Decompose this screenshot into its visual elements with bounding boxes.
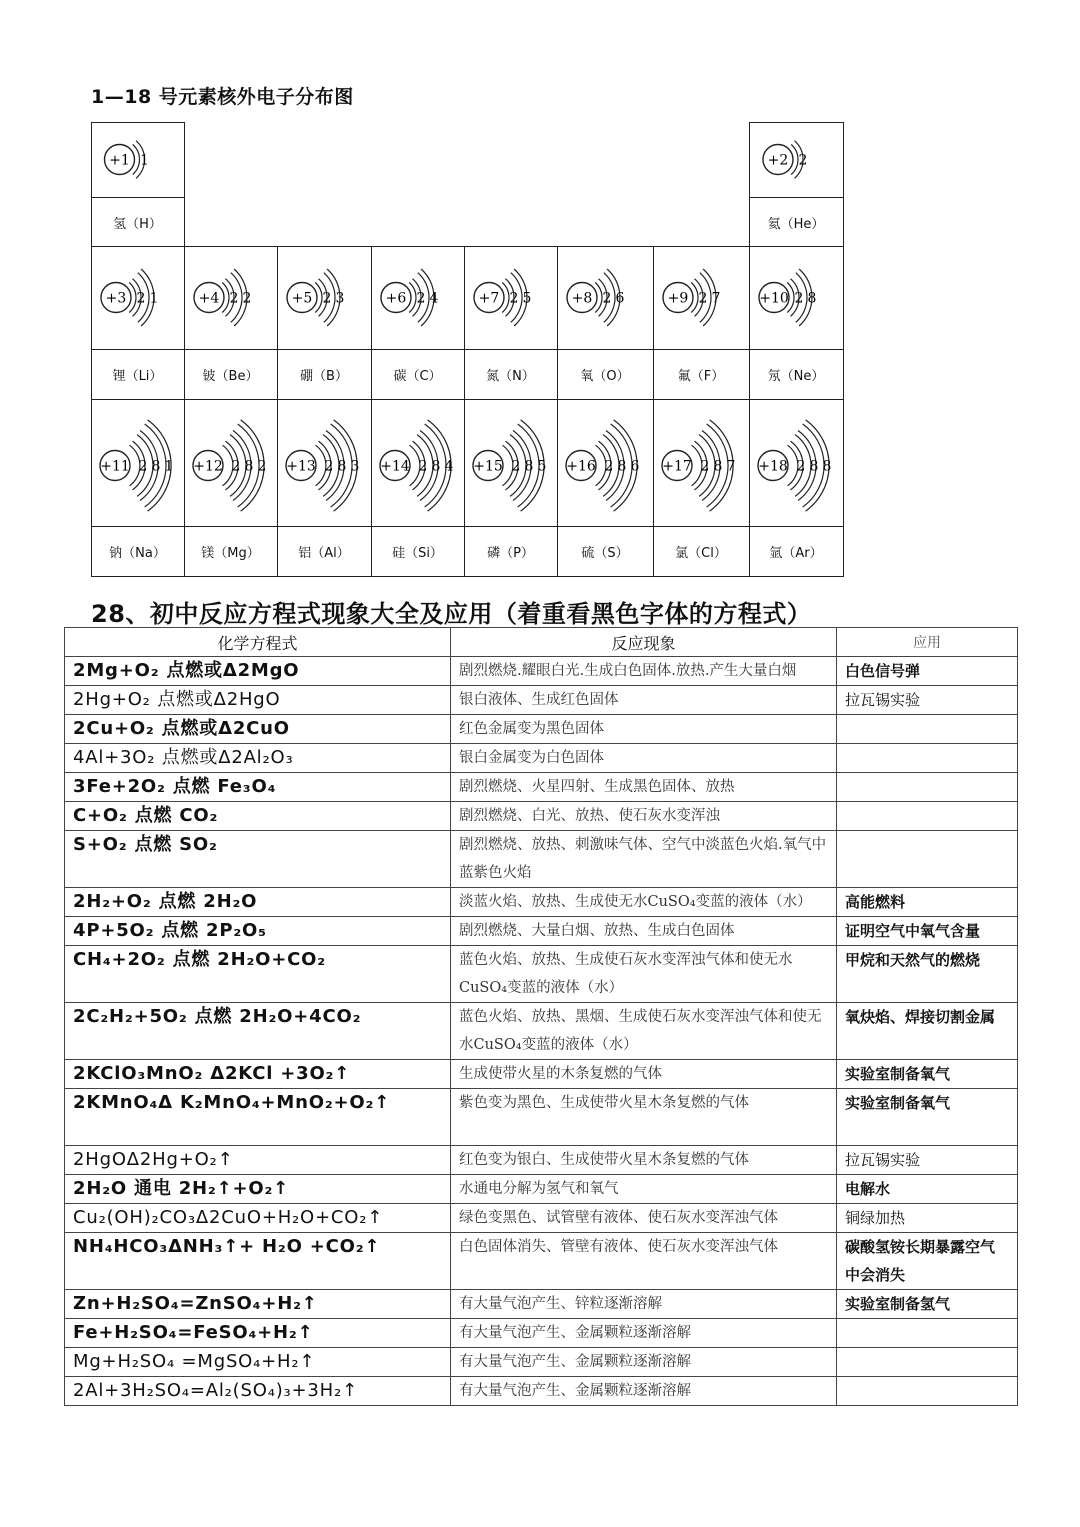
shell-electron-count: 2: [698, 290, 708, 307]
phenomenon-cell: 剧烈燃烧、放热、刺激味气体、空气中淡蓝色火焰.氧气中蓝紫色火焰: [451, 831, 837, 888]
application-cell: [837, 802, 1018, 831]
equation-cell: 2H₂+O₂ 点燃 2H₂O: [65, 888, 451, 917]
atom-diagram: [749, 246, 843, 349]
equation-cell: 2KClO₃MnO₂ Δ2KCl +3O₂↑: [65, 1060, 451, 1089]
phenomenon-cell: 银白金属变为白色固体: [451, 744, 837, 773]
equation-cell: Cu₂(OH)₂CO₃Δ2CuO+H₂O+CO₂↑: [65, 1204, 451, 1233]
atom-diagram: [91, 399, 184, 526]
shell-electron-count: 2: [231, 458, 241, 475]
atom-diagram: [277, 399, 371, 526]
element-name: 锂（Li）: [112, 369, 163, 384]
phenomenon-cell: 绿色变黑色、试管壁有液体、使石灰水变浑浊气体: [451, 1204, 837, 1233]
cell-divider: [371, 526, 465, 527]
nucleus-charge: +14: [380, 458, 410, 475]
table-row: [65, 888, 1018, 917]
element-name: 氦（He）: [767, 216, 825, 232]
electron-shell-arc: [129, 283, 136, 313]
cell-divider: [277, 349, 372, 350]
application-cell: [837, 1348, 1018, 1377]
atom-diagram: [91, 246, 184, 349]
electron-shell-arc: [691, 283, 698, 313]
shell-electron-count: 2: [798, 152, 808, 169]
shell-electron-count: 5: [537, 458, 547, 475]
shell-electron-count: 2: [136, 290, 146, 307]
application-cell: 拉瓦锡实验: [837, 1146, 1018, 1175]
shell-electron-count: 6: [630, 458, 640, 475]
element-name: 硅（Si）: [392, 546, 443, 561]
cell-divider: [91, 526, 185, 527]
cell-divider: [557, 349, 654, 350]
cell-divider: [184, 349, 278, 350]
atom-diagram: [91, 122, 184, 197]
shell-electron-count: 2: [242, 290, 252, 307]
phenomenon-cell: 剧烈燃烧、白光、放热、使石灰水变浑浊: [451, 802, 837, 831]
shell-electron-count: 2: [604, 458, 614, 475]
phenomenon-cell: 剧烈燃烧.耀眼白光.生成白色固体.放热.产生大量白烟: [451, 657, 837, 686]
shell-electron-count: 8: [807, 290, 817, 307]
atom-diagram: [557, 246, 653, 349]
nucleus-charge: +2: [767, 152, 789, 169]
cell-divider: [91, 197, 185, 198]
atom-diagram: [184, 399, 277, 526]
application-cell: 氧炔焰、焊接切割金属: [837, 1003, 1018, 1060]
nucleus-charge: +9: [667, 290, 689, 307]
application-cell: 实验室制备氧气: [837, 1089, 1018, 1146]
equation-cell: 2C₂H₂+5O₂ 点燃 2H₂O+4CO₂: [65, 1003, 451, 1060]
equation-cell: 2Mg+O₂ 点燃或Δ2MgO: [65, 657, 451, 686]
table-row: [65, 1146, 1018, 1175]
nucleus-charge: +6: [385, 290, 407, 307]
shell-electron-count: 5: [522, 290, 532, 307]
cell-divider: [653, 526, 750, 527]
table-header-row: [65, 628, 1018, 657]
table-row: [65, 715, 1018, 744]
shell-electron-count: 8: [822, 458, 832, 475]
application-cell: [837, 773, 1018, 802]
cell-divider: [464, 349, 558, 350]
shell-electron-count: 8: [151, 458, 161, 475]
shell-electron-count: 1: [140, 152, 149, 169]
nucleus-charge: +7: [478, 290, 500, 307]
cell-divider: [464, 526, 558, 527]
shell-electron-count: 2: [229, 290, 239, 307]
shell-electron-count: 4: [429, 290, 439, 307]
cell-divider: [653, 349, 750, 350]
shell-electron-count: 2: [509, 290, 519, 307]
atom-diagram: [371, 246, 464, 349]
shell-electron-count: 2: [796, 458, 806, 475]
reactions-table: [64, 627, 1018, 1406]
atom-diagram: [653, 246, 749, 349]
shell-electron-count: 2: [257, 458, 267, 475]
element-name: 铝（Al）: [298, 546, 350, 561]
shell-electron-count: 8: [809, 458, 819, 475]
shell-electron-count: 6: [615, 290, 625, 307]
shell-electron-count: 8: [713, 458, 723, 475]
equation-cell: 2Cu+O₂ 点燃或Δ2CuO: [65, 715, 451, 744]
shell-electron-count: 8: [617, 458, 627, 475]
reactions-title: 28、初中反应方程式现象大全及应用（着重看黑色字体的方程式）: [91, 600, 812, 628]
cell-divider: [749, 349, 844, 350]
nucleus-charge: +10: [759, 290, 789, 307]
equation-cell: 2Al+3H₂SO₄=Al₂(SO₄)₃+3H₂↑: [65, 1377, 451, 1406]
atom-diagram: [277, 246, 371, 349]
nucleus-charge: +12: [193, 458, 223, 475]
cell-divider: [557, 526, 654, 527]
shell-electron-count: 7: [726, 458, 736, 475]
header-equation: 化学方程式: [65, 628, 451, 657]
cell-divider: [749, 197, 844, 198]
nucleus-charge: +8: [571, 290, 593, 307]
shell-electron-count: 2: [602, 290, 612, 307]
electron-shell-arc: [133, 145, 140, 175]
phenomenon-cell: 白色固体消失、管壁有液体、使石灰水变浑浊气体: [451, 1233, 837, 1290]
atom-diagram: [464, 399, 557, 526]
section-title: 1—18 号元素核外电子分布图: [91, 86, 354, 108]
electron-shell-arc: [595, 283, 602, 313]
element-name: 碳（C）: [393, 369, 442, 384]
application-cell: 拉瓦锡实验: [837, 686, 1018, 715]
element-name: 氟（F）: [677, 369, 725, 384]
table-row: [65, 1348, 1018, 1377]
shell-electron-count: 3: [335, 290, 345, 307]
phenomenon-cell: 有大量气泡产生、金属颗粒逐渐溶解: [451, 1348, 837, 1377]
nucleus-charge: +17: [662, 458, 692, 475]
cell-divider: [184, 526, 278, 527]
shell-electron-count: 4: [444, 458, 454, 475]
table-row: [65, 744, 1018, 773]
shell-electron-count: 8: [337, 458, 347, 475]
table-row: [65, 946, 1018, 1003]
phenomenon-cell: 剧烈燃烧、大量白烟、放热、生成白色固体: [451, 917, 837, 946]
application-cell: 实验室制备氧气: [837, 1060, 1018, 1089]
nucleus-charge: +13: [286, 458, 316, 475]
table-row: [65, 831, 1018, 888]
cell-divider: [749, 526, 844, 527]
application-cell: 证明空气中氧气含量: [837, 917, 1018, 946]
table-row: [65, 1003, 1018, 1060]
nucleus-charge: +15: [473, 458, 503, 475]
electron-shell-arc: [222, 283, 229, 313]
shell-electron-count: 8: [524, 458, 534, 475]
shell-electron-count: 2: [511, 458, 521, 475]
table-row: [65, 1319, 1018, 1348]
table-row: [65, 1175, 1018, 1204]
equation-cell: Zn+H₂SO₄=ZnSO₄+H₂↑: [65, 1290, 451, 1319]
shell-electron-count: 7: [711, 290, 721, 307]
shell-electron-count: 2: [416, 290, 426, 307]
application-cell: [837, 831, 1018, 888]
application-cell: [837, 715, 1018, 744]
equation-cell: Fe+H₂SO₄=FeSO₄+H₂↑: [65, 1319, 451, 1348]
shell-electron-count: 1: [164, 458, 174, 475]
equation-cell: CH₄+2O₂ 点燃 2H₂O+CO₂: [65, 946, 451, 1003]
phenomenon-cell: 有大量气泡产生、金属颗粒逐渐溶解: [451, 1377, 837, 1406]
equation-cell: NH₄HCO₃ΔNH₃↑+ H₂O +CO₂↑: [65, 1233, 451, 1290]
shell-electron-count: 2: [794, 290, 804, 307]
atom-diagram: [184, 246, 277, 349]
shell-electron-count: 1: [149, 290, 159, 307]
element-name: 镁（Mg）: [201, 546, 260, 561]
application-cell: [837, 1377, 1018, 1406]
equation-cell: S+O₂ 点燃 SO₂: [65, 831, 451, 888]
cell-divider: [91, 349, 185, 350]
application-cell: 电解水: [837, 1175, 1018, 1204]
phenomenon-cell: 红色变为银白、生成使带火星木条复燃的气体: [451, 1146, 837, 1175]
atom-diagram: [557, 399, 653, 526]
phenomenon-cell: 银白液体、生成红色固体: [451, 686, 837, 715]
application-cell: [837, 1319, 1018, 1348]
table-row: [65, 917, 1018, 946]
shell-electron-count: 8: [244, 458, 254, 475]
application-cell: 甲烷和天然气的燃烧: [837, 946, 1018, 1003]
shell-electron-count: 2: [322, 290, 332, 307]
header-application: 应用: [837, 628, 1018, 657]
equation-cell: 2H₂O 通电 2H₂↑+O₂↑: [65, 1175, 451, 1204]
equation-cell: Mg+H₂SO₄ =MgSO₄+H₂↑: [65, 1348, 451, 1377]
element-name: 铍（Be）: [202, 369, 259, 384]
element-name: 氩（Ar）: [769, 546, 823, 561]
shell-electron-count: 2: [700, 458, 710, 475]
nucleus-charge: +18: [758, 458, 788, 475]
application-cell: 白色信号弹: [837, 657, 1018, 686]
application-cell: 高能燃料: [837, 888, 1018, 917]
element-name: 氢（H）: [113, 216, 162, 232]
application-cell: 碳酸氢铵长期暴露空气中会消失: [837, 1233, 1018, 1290]
table-row: [65, 686, 1018, 715]
element-name: 钠（Na）: [109, 546, 166, 561]
phenomenon-cell: 蓝色火焰、放热、黑烟、生成使石灰水变浑浊气体和使无水CuSO₄变蓝的液体（水）: [451, 1003, 837, 1060]
equation-cell: 2HgOΔ2Hg+O₂↑: [65, 1146, 451, 1175]
application-cell: [837, 744, 1018, 773]
phenomenon-cell: 紫色变为黑色、生成使带火星木条复燃的气体: [451, 1089, 837, 1146]
nucleus-charge: +4: [198, 290, 220, 307]
equation-cell: 2KMnO₄Δ K₂MnO₄+MnO₂+O₂↑: [65, 1089, 451, 1146]
atom-diagram: [749, 122, 843, 197]
cell-divider: [277, 526, 372, 527]
phenomenon-cell: 红色金属变为黑色固体: [451, 715, 837, 744]
element-name: 氧（O）: [580, 369, 630, 384]
table-row: [65, 1089, 1018, 1146]
table-row: [65, 1233, 1018, 1290]
element-name: 硼（B）: [300, 369, 348, 384]
electron-shell-arc: [409, 283, 416, 313]
element-name: 磷（P）: [487, 546, 534, 561]
phenomenon-cell: 有大量气泡产生、锌粒逐渐溶解: [451, 1290, 837, 1319]
equation-cell: C+O₂ 点燃 CO₂: [65, 802, 451, 831]
atom-diagram: [653, 399, 749, 526]
application-cell: 实验室制备氢气: [837, 1290, 1018, 1319]
shell-electron-count: 2: [324, 458, 334, 475]
element-name: 氖（Ne）: [767, 369, 825, 384]
atom-diagram: [371, 399, 464, 526]
element-name: 氮（N）: [486, 369, 535, 384]
phenomenon-cell: 蓝色火焰、放热、生成使石灰水变浑浊气体和使无水CuSO₄变蓝的液体（水）: [451, 946, 837, 1003]
phenomenon-cell: 有大量气泡产生、金属颗粒逐渐溶解: [451, 1319, 837, 1348]
shell-electron-count: 3: [350, 458, 360, 475]
table-row: [65, 802, 1018, 831]
equation-cell: 4P+5O₂ 点燃 2P₂O₅: [65, 917, 451, 946]
electron-shell-arc: [315, 283, 322, 313]
cell-divider: [371, 349, 465, 350]
equation-cell: 2Hg+O₂ 点燃或Δ2HgO: [65, 686, 451, 715]
electron-shell-arc: [502, 283, 509, 313]
shell-electron-count: 8: [431, 458, 441, 475]
shell-electron-count: 2: [418, 458, 428, 475]
atom-diagram: [464, 246, 557, 349]
atom-diagram: [749, 399, 843, 526]
table-row: [65, 1060, 1018, 1089]
element-name: 氯（Cl）: [675, 546, 727, 561]
table-row: [65, 1377, 1018, 1406]
nucleus-charge: +11: [100, 458, 130, 475]
shell-electron-count: 2: [138, 458, 148, 475]
table-row: [65, 773, 1018, 802]
equation-cell: 4Al+3O₂ 点燃或Δ2Al₂O₃: [65, 744, 451, 773]
phenomenon-cell: 淡蓝火焰、放热、生成使无水CuSO₄变蓝的液体（水）: [451, 888, 837, 917]
table-row: [65, 657, 1018, 686]
equation-cell: 3Fe+2O₂ 点燃 Fe₃O₄: [65, 773, 451, 802]
nucleus-charge: +5: [291, 290, 313, 307]
phenomenon-cell: 水通电分解为氢气和氧气: [451, 1175, 837, 1204]
phenomenon-cell: 剧烈燃烧、火星四射、生成黑色固体、放热: [451, 773, 837, 802]
electron-shell-arc: [791, 145, 798, 175]
nucleus-charge: +16: [566, 458, 596, 475]
table-row: [65, 1204, 1018, 1233]
nucleus-charge: +1: [109, 152, 130, 169]
table-row: [65, 1290, 1018, 1319]
nucleus-charge: +3: [105, 290, 127, 307]
application-cell: 铜绿加热: [837, 1204, 1018, 1233]
element-name: 硫（S）: [581, 546, 629, 561]
header-phenomenon: 反应现象: [451, 628, 837, 657]
phenomenon-cell: 生成使带火星的木条复燃的气体: [451, 1060, 837, 1089]
